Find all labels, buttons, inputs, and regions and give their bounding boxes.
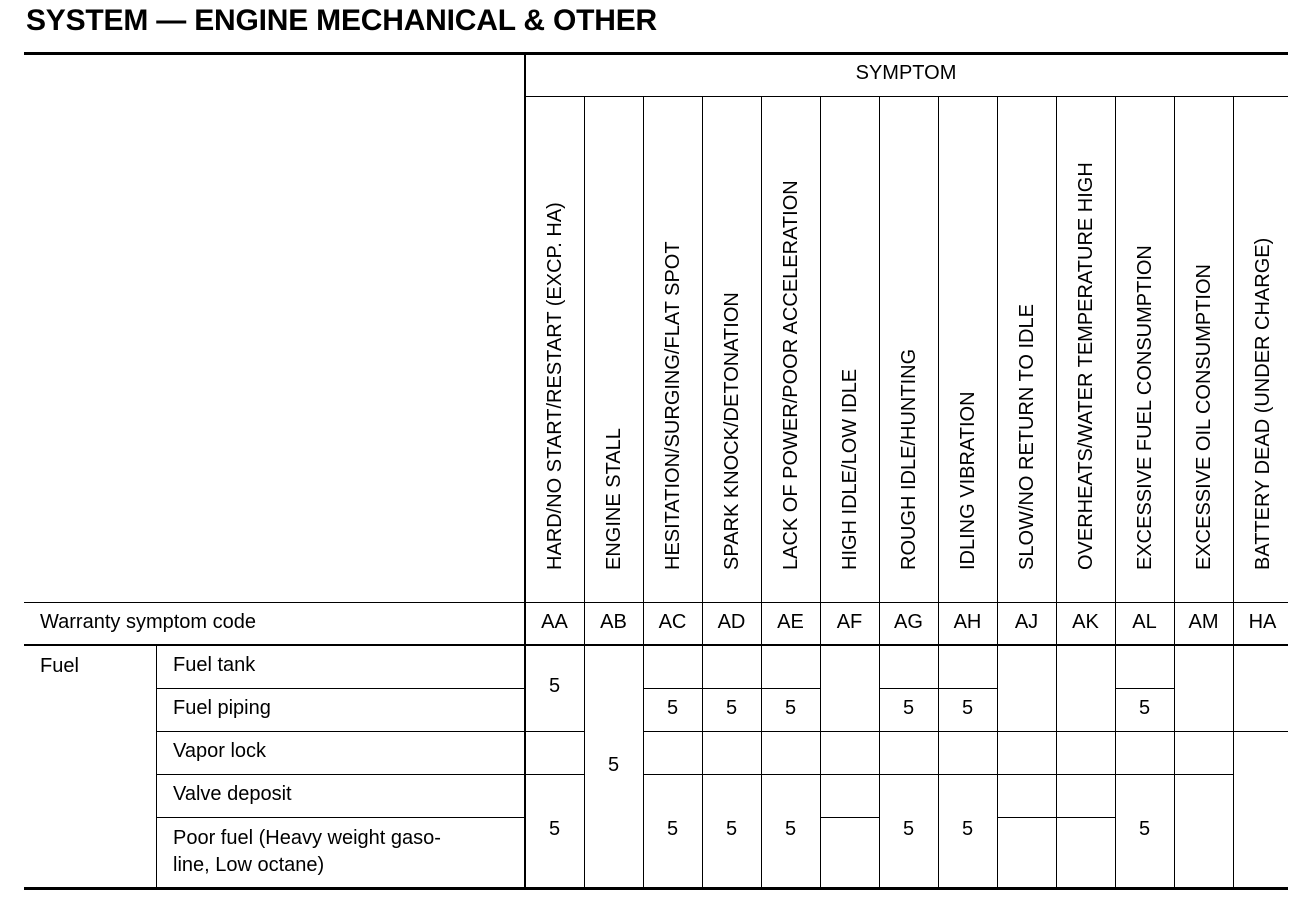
rating-ag-deposit-poor: 5: [902, 818, 915, 840]
row-line: [156, 774, 526, 775]
rating-al-deposit-poor: 5: [1138, 818, 1151, 840]
rating-ac-piping: 5: [666, 697, 679, 719]
code-am: AM: [1188, 611, 1219, 633]
symptom-label-ad: SPARK KNOCK/DETONATION: [721, 292, 743, 570]
cell-line: [643, 688, 820, 689]
code-aa: AA: [541, 611, 568, 633]
item-vapor-lock: Vapor lock: [173, 740, 267, 762]
warranty-row-top: [24, 602, 1288, 603]
cell-line: [525, 731, 584, 732]
warranty-label: Warranty symptom code: [40, 611, 256, 633]
code-aj: AJ: [1014, 611, 1039, 633]
symptom-label-ah: IDLING VIBRATION: [957, 391, 979, 570]
cell-line: [997, 817, 1115, 818]
row-line: [156, 817, 526, 818]
warranty-row-bottom: [24, 644, 1288, 646]
rating-ad-piping: 5: [725, 697, 738, 719]
code-ab: AB: [600, 611, 627, 633]
code-af: AF: [836, 611, 863, 633]
code-ah: AH: [953, 611, 982, 633]
symptom-label-ab: ENGINE STALL: [603, 428, 625, 570]
row-line: [156, 731, 526, 732]
rating-ah-deposit-poor: 5: [961, 818, 974, 840]
symptom-label-ac: HESITATION/SURGING/FLAT SPOT: [662, 241, 684, 570]
rating-ad-deposit-poor: 5: [725, 818, 738, 840]
symptom-label-am: EXCESSIVE OIL CONSUMPTION: [1193, 264, 1215, 570]
cell-line: [820, 817, 879, 818]
symptom-header: SYMPTOM: [855, 62, 957, 84]
bottom-rule: [24, 887, 1288, 890]
symptom-label-aa: HARD/NO START/RESTART (EXCP. HA): [544, 202, 566, 570]
item-fuel-piping: Fuel piping: [173, 697, 271, 719]
code-ag: AG: [894, 611, 923, 633]
item-poor-fuel-line1: Poor fuel (Heavy weight gaso-: [173, 827, 441, 849]
top-rule: [24, 52, 1288, 55]
rating-ag-piping: 5: [902, 697, 915, 719]
cell-line: [643, 774, 1233, 775]
symptom-label-af: HIGH IDLE/LOW IDLE: [839, 368, 861, 570]
symptom-label-aj: SLOW/NO RETURN TO IDLE: [1016, 304, 1038, 570]
row-line: [156, 688, 526, 689]
symptom-label-ak: OVERHEATS/WATER TEMPERATURE HIGH: [1075, 162, 1097, 570]
code-al: AL: [1132, 611, 1157, 633]
item-valve-deposit: Valve deposit: [173, 783, 292, 805]
symptom-label-ag: ROUGH IDLE/HUNTING: [898, 348, 920, 570]
code-ac: AC: [658, 611, 687, 633]
rating-aa-tank-piping: 5: [548, 675, 561, 697]
symptom-label-al: EXCESSIVE FUEL CONSUMPTION: [1134, 245, 1156, 570]
rating-ac-deposit-poor: 5: [666, 818, 679, 840]
code-ha: HA: [1248, 611, 1277, 633]
symptom-label-ha: BATTERY DEAD (UNDER CHARGE): [1252, 237, 1274, 570]
cell-line: [643, 731, 1288, 732]
code-ae: AE: [777, 611, 804, 633]
page-title: SYSTEM — ENGINE MECHANICAL & OTHER: [26, 4, 658, 37]
rating-ae-deposit-poor: 5: [784, 818, 797, 840]
item-fuel-tank: Fuel tank: [173, 654, 256, 676]
rating-al-piping: 5: [1138, 697, 1151, 719]
group-divider: [156, 645, 157, 888]
cell-line: [525, 774, 584, 775]
item-poor-fuel-line2: line, Low octane): [173, 854, 325, 876]
cell-line: [879, 688, 997, 689]
rating-ah-piping: 5: [961, 697, 974, 719]
rating-ab-fuel: 5: [607, 754, 620, 776]
cell-line: [1115, 688, 1174, 689]
symptom-label-ae: LACK OF POWER/POOR ACCELERATION: [780, 180, 802, 570]
group-label-fuel: Fuel: [40, 655, 79, 677]
rating-ae-piping: 5: [784, 697, 797, 719]
rating-aa-deposit-poor: 5: [548, 818, 561, 840]
code-ak: AK: [1072, 611, 1099, 633]
code-ad: AD: [717, 611, 746, 633]
